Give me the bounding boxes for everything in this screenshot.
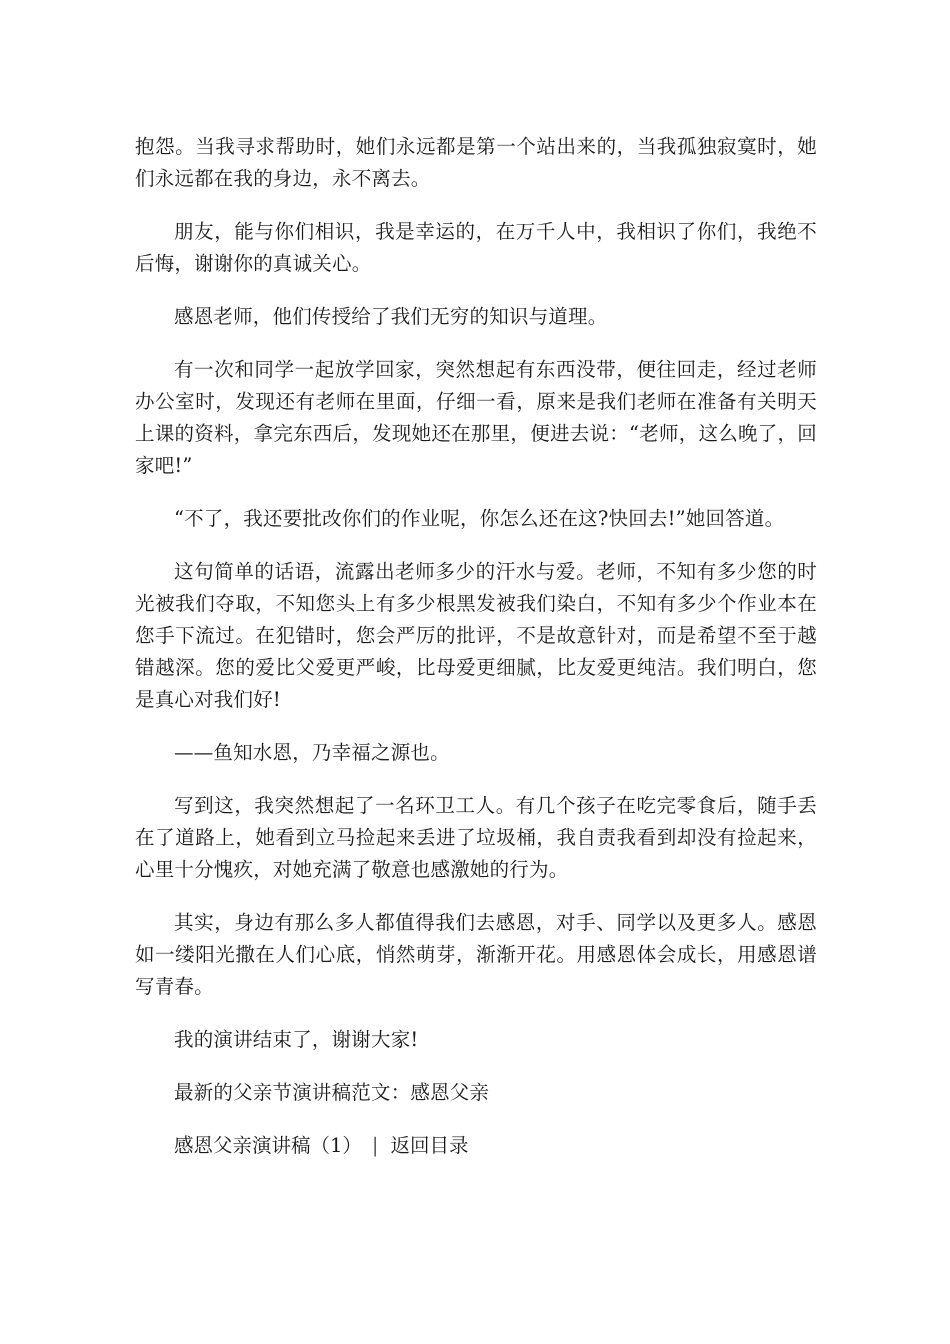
paragraph-friends: 朋友，能与你们相识，我是幸运的，在万千人中，我相识了你们，我绝不后悔，谢谢你的真诚关心。 [135,220,817,275]
paragraph-closing: 我的演讲结束了，谢谢大家! [174,1028,419,1051]
article-navigation [135,1130,817,1162]
paragraph-teacher-quote: “不了，我还要批改你们的作业呢，你怎么还在这?快回去!”她回答道。 [174,507,785,530]
paragraph-gratitude-summary: 其实，身边有那么多人都值得我们去感恩，对手、同学以及更多人。感恩如一缕阳光撒在人们心底，悄然萌芽，渐渐开花。用感恩体会成长，用感恩谱写青春。 [135,911,817,998]
paragraph-teacher-love: 这句简单的话语，流露出老师多少的汗水与爱。老师，不知有多少您的时光被我们夺取，不知您头上有多少根黑发被我们染白，不知有多少个作业本在您手下流过。在犯错时，您会严厉的批评，不是故意针对，而是希望不至于越错越深。您的爱比父爱更严峻，比母爱更细腻，比友爱更纯洁。我们明白，您是真心对我们好! [135,560,817,711]
paragraph-continued: 抱怨。当我寻求帮助时，她们永远都是第一个站出来的，当我孤独寂寞时，她们永远都在我的身边，永不离去。 [135,135,817,190]
document-body [135,131,817,1162]
section-heading: 最新的父亲节演讲稿范文：感恩父亲 [174,1081,490,1104]
paragraph-teacher-story: 有一次和同学一起放学回家，突然想起有东西没带，便往回走，经过老师办公室时，发现还有老师在里面，仔细一看，原来是我们老师在准备有关明天上课的资料，拿完东西后，发现她还在那里，便进去说：“老师，这么晚了，回家吧!” [135,358,817,477]
paragraph-teacher-intro: 感恩老师，他们传授给了我们无穷的知识与道理。 [174,305,608,328]
paragraph-proverb: ——鱼知水恩，乃幸福之源也。 [174,741,450,764]
nav-separator: | [371,1134,379,1157]
paragraph-sanitation-worker: 写到这，我突然想起了一名环卫工人。有几个孩子在吃完零食后，随手丢在了道路上，她看到立马捡起来丢进了垃圾桶，我自责我看到却没有捡起来，心里十分愧疚，对她充满了敬意也感激她的行为。 [135,794,817,881]
article-link[interactable]: 感恩父亲演讲稿（1） [174,1134,362,1157]
back-to-contents-link[interactable]: 返回目录 [390,1134,469,1157]
